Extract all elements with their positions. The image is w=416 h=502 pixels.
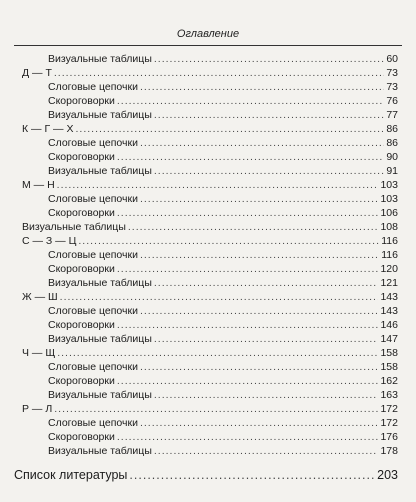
toc-entry-page: 120 (380, 263, 398, 275)
dot-leader (57, 178, 379, 192)
dot-leader (140, 304, 379, 318)
toc-entry-label: Ж — Ш (22, 291, 58, 303)
toc-entry-page: 146 (380, 319, 398, 331)
toc-entry (48, 150, 398, 164)
toc-entry (48, 262, 398, 276)
toc-entry (48, 304, 398, 318)
toc-entry-page: 143 (380, 305, 398, 317)
toc-entry-label: Скороговорки (48, 375, 115, 387)
toc-entry-label: Слоговые цепочки (48, 417, 138, 429)
dot-leader (128, 220, 379, 234)
toc-entry-page: 158 (380, 347, 398, 359)
toc-entry (48, 430, 398, 444)
dot-leader (117, 94, 384, 108)
dot-leader (154, 332, 379, 346)
dot-leader (57, 346, 378, 360)
toc-entry (22, 122, 398, 136)
toc-entry-page: 172 (380, 417, 398, 429)
dot-leader (154, 52, 384, 66)
dot-leader (117, 150, 384, 164)
toc-entry (48, 416, 398, 430)
dot-leader (154, 164, 384, 178)
dot-leader (140, 136, 384, 150)
toc-entry (22, 346, 398, 360)
dot-leader (117, 374, 379, 388)
toc-entry (48, 206, 398, 220)
toc-entry (48, 94, 398, 108)
toc-entry-label: С — З — Ц (22, 235, 77, 247)
toc-entry-label: Визуальные таблицы (22, 221, 126, 233)
toc-entry-label: Д — Т (22, 67, 52, 79)
toc-entry (48, 360, 398, 374)
toc-entry-label: Скороговорки (48, 319, 115, 331)
toc-entry-label: Скороговорки (48, 207, 115, 219)
toc-entry-label: Слоговые цепочки (48, 137, 138, 149)
toc-entry-label: Скороговорки (48, 431, 115, 443)
dot-leader (117, 262, 379, 276)
toc-entry-page: 106 (380, 207, 398, 219)
dot-leader (54, 66, 384, 80)
toc-entry (22, 402, 398, 416)
toc-entry-label: Визуальные таблицы (48, 53, 152, 65)
dot-leader (60, 290, 379, 304)
dot-leader (154, 388, 379, 402)
toc-entry-label: М — Н (22, 179, 55, 191)
toc-entry-page: 91 (386, 165, 398, 177)
dot-leader (154, 108, 384, 122)
toc-entry (48, 52, 398, 66)
toc-entry-page: 121 (380, 277, 398, 289)
toc-entry-page: 86 (386, 123, 398, 135)
toc-entry (48, 136, 398, 150)
toc-entry (22, 290, 398, 304)
toc-entry-label: Слоговые цепочки (48, 249, 138, 261)
toc-entry (22, 66, 398, 80)
toc-entry-page: 73 (386, 67, 398, 79)
dot-leader (154, 444, 379, 458)
toc-entry-label: Визуальные таблицы (48, 333, 152, 345)
toc-entry (48, 318, 398, 332)
toc-entry-label: Ч — Щ (22, 347, 56, 359)
toc-entry-page: 108 (380, 221, 398, 233)
toc-entry-page: 176 (380, 431, 398, 443)
toc-entry-label: К — Г — Х (22, 123, 74, 135)
toc-entry-page: 90 (386, 151, 398, 163)
toc-entry-page: 76 (386, 95, 398, 107)
toc-entry-label: Визуальные таблицы (48, 389, 152, 401)
toc-entry (14, 468, 398, 482)
toc-entry-page: 73 (386, 81, 398, 93)
toc-entry (48, 108, 398, 122)
toc-entry-label: Визуальные таблицы (48, 277, 152, 289)
dot-leader (117, 318, 379, 332)
toc-entry (48, 164, 398, 178)
toc-entry-label: Визуальные таблицы (48, 445, 152, 457)
toc-entry-label: Скороговорки (48, 263, 115, 275)
toc-entry-page: 147 (380, 333, 398, 345)
toc-entry-page: 172 (380, 403, 398, 415)
toc-entry-page: 77 (386, 109, 398, 121)
toc-entry-label: Р — Л (22, 403, 53, 415)
toc-entry-label: Слоговые цепочки (48, 81, 138, 93)
dot-leader (140, 248, 379, 262)
toc-entry (48, 388, 398, 402)
toc-entry-page: 163 (380, 389, 398, 401)
toc-entry-page: 103 (380, 179, 398, 191)
toc-entry-label: Список литературы (14, 468, 128, 482)
toc-entry (22, 234, 398, 248)
toc-entry-page: 116 (381, 249, 398, 261)
header-rule (14, 45, 402, 46)
toc-entry-label: Слоговые цепочки (48, 305, 138, 317)
toc-entry (22, 178, 398, 192)
toc-entry-page: 178 (380, 445, 398, 457)
toc-entry (22, 220, 398, 234)
dot-leader (154, 276, 379, 290)
toc-entry-page: 158 (380, 361, 398, 373)
toc-entry-label: Визуальные таблицы (48, 109, 152, 121)
page-title: Оглавление (176, 28, 240, 40)
dot-leader (140, 416, 379, 430)
toc-entry-page: 60 (386, 53, 398, 65)
dot-leader (54, 402, 378, 416)
toc-entry-page: 103 (380, 193, 398, 205)
toc-entry-label: Слоговые цепочки (48, 193, 138, 205)
dot-leader (140, 192, 379, 206)
toc-entry (48, 374, 398, 388)
dot-leader (117, 206, 379, 220)
toc-entry-label: Скороговорки (48, 95, 115, 107)
toc-entry-label: Скороговорки (48, 151, 115, 163)
dot-leader (75, 122, 384, 136)
dot-leader (117, 430, 379, 444)
toc-entry (48, 80, 398, 94)
toc-entry (48, 248, 398, 262)
toc-entry-page: 143 (380, 291, 398, 303)
toc-entry (48, 332, 398, 346)
toc-entry-page: 203 (377, 468, 398, 482)
dot-leader (140, 360, 379, 374)
toc-entry (48, 192, 398, 206)
dot-leader (129, 468, 375, 482)
toc-entry (48, 444, 398, 458)
toc-entry-label: Визуальные таблицы (48, 165, 152, 177)
dot-leader (78, 234, 379, 248)
toc-entry-page: 86 (386, 137, 398, 149)
toc-entry (48, 276, 398, 290)
toc-entry-label: Слоговые цепочки (48, 361, 138, 373)
toc-entry-page: 116 (381, 235, 398, 247)
toc-entry-page: 162 (380, 375, 398, 387)
dot-leader (140, 80, 384, 94)
